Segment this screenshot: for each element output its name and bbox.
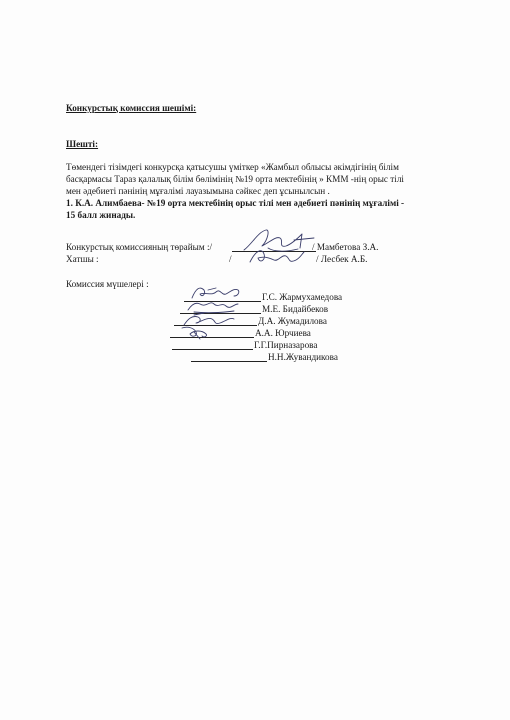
member-name: М.Е. Бидайбеков (262, 304, 329, 314)
secretary-label: Хатшы : (66, 254, 99, 264)
secretary-signature (246, 246, 308, 268)
paragraph-line: Төмендегі тізімдегі конкурсқа қатысушы үміткер «Жамбыл облысы әкімдігінің білім (66, 162, 399, 172)
member-name: Г.С. Жармухамедова (262, 292, 343, 302)
commission-heading: Конкурстық комиссия шешімі: (66, 103, 197, 113)
result-line: 1. К.А. Алимбаева- №19 орта мектебінің орыс тілі мен әдебиеті пәнінің мұғалімі - (66, 198, 405, 208)
paragraph-line: мен әдебиеті пәнінің мұғалімі лауазымына сәйкес деп ұсынылсын . (66, 186, 330, 196)
chair-label: Конкурстық комиссияның төрайым :/ (66, 242, 213, 252)
member-name: Н.Н.Жувандикова (268, 352, 338, 362)
member-name: Г.Г.Пирназарова (254, 340, 318, 350)
decision-label: Шешті: (66, 139, 99, 149)
result-line: 15 балл жинады. (66, 210, 136, 220)
chair-name: / Мамбетова З.А. (312, 242, 379, 252)
member-signature-line (191, 361, 267, 362)
member-signature (176, 322, 228, 340)
members-label: Комиссия мүшелері : (66, 279, 149, 289)
paragraph-line: басқармасы Тараз қалалық білім бөлімінің №19 орта мектебінің » КММ -нің орыс тілі (66, 174, 404, 184)
member-name: Д.А. Жумадилова (258, 316, 327, 326)
secretary-slash: / (229, 254, 232, 264)
secretary-name: / Лесбек А.Б. (316, 254, 368, 264)
member-signature-line (172, 349, 253, 350)
member-name: А.А. Юрчиева (255, 328, 311, 338)
